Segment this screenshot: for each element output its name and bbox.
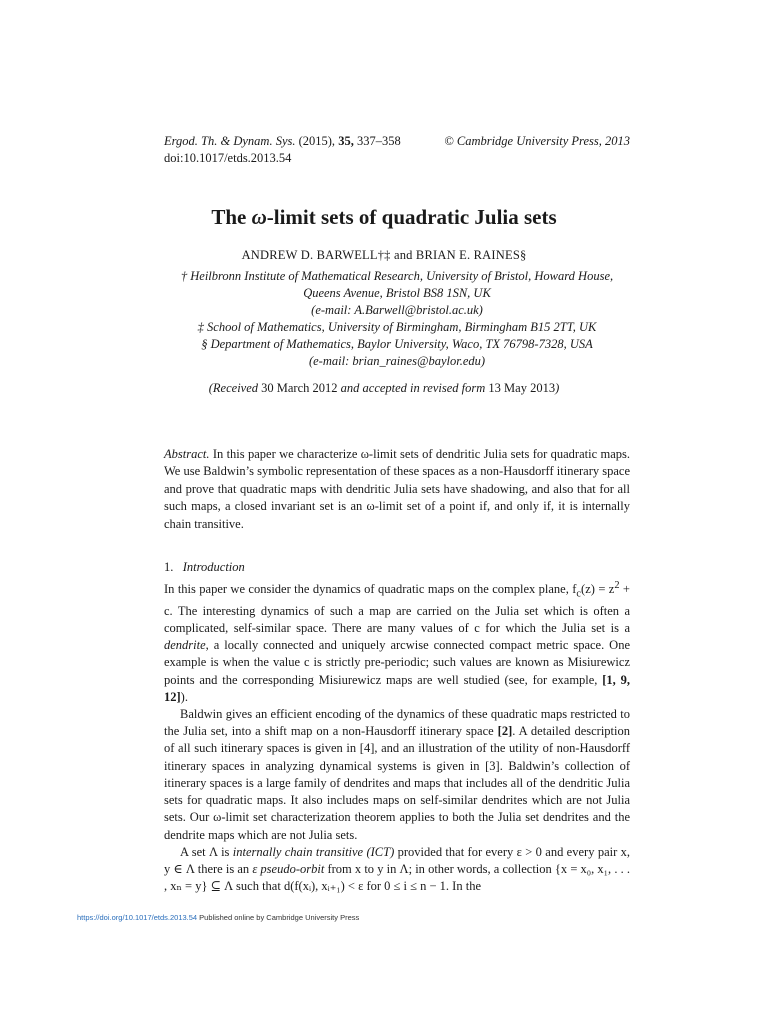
affiliation-line: ‡ School of Mathematics, University of Birmingham, Birmingham B15 2TT, UK [197,320,597,334]
abstract-label: Abstract. [164,447,210,461]
paragraph: A set Λ is internally chain transitive (ICT) provided that for every ε > 0 and every pair x, y ∈ Λ there is an ε pseudo-orbit from x to y in Λ; in other words, a collection {x = x₀, x₁, . . . , xₙ = y} ⊆ Λ such that d(f(xᵢ), xᵢ₊₁) < ε for 0 ≤ i ≤ n − 1. In the [164,844,631,894]
section-heading: 1. Introduction [164,560,245,574]
journal-header [164,133,630,167]
affiliation-line: † Heilbronn Institute of Mathematical Research, University of Bristol, Howard House, [180,269,614,283]
affiliation-line: Queens Avenue, Bristol BS8 1SN, UK [303,286,491,300]
paper-title: The ω-limit sets of quadratic Julia sets [211,205,557,229]
affiliation-email: (e-mail: A.Barwell@bristol.ac.uk) [311,303,483,317]
citation: Ergod. Th. & Dynam. Sys. (2015), 35, 337–358 [164,134,401,148]
body-text [164,577,630,895]
authors: ANDREW D. BARWELL†‡ and BRIAN E. RAINES§ [241,248,527,262]
doi: doi:10.1017/etds.2013.54 [164,151,292,165]
abstract [164,446,630,533]
affiliations [150,268,644,370]
affiliation-line: § Department of Mathematics, Baylor University, Waco, TX 76798-7328, USA [201,337,593,351]
copyright: © Cambridge University Press, 2013 [444,134,630,148]
received-dates: (Received 30 March 2012 and accepted in revised form 13 May 2013) [208,381,560,395]
citation-link[interactable]: [2] [497,724,513,739]
doi-link[interactable]: https://doi.org/10.1017/etds.2013.54 [77,913,198,922]
paragraph: In this paper we consider the dynamics of quadratic maps on the complex plane, $f_c(z) = z^2 + c$. The interesting dynamics of such a map are carried on the Julia set which is often a complicated, self-similar space. There are many values of c for which the Julia set is a dendrite, a locally connected and uniquely arcwise connected compact metric space. One example is when the value c is strictly pre-periodic; such values are known as Misiurewicz points and the corresponding Misiurewicz maps are well studied (see, for example, [1, 9, 12]). [164,580,630,704]
footer: https://doi.org/10.1017/etds.2013.54 Published online by Cambridge University Press [77,913,360,922]
affiliation-email: (e-mail: brian_raines@baylor.edu) [308,354,486,368]
citation-link[interactable]: [1, 9, 12] [164,672,630,704]
paragraph: Baldwin gives an efficient encoding of the dynamics of these quadratic maps restricted to the Julia set, into a shift map on a non-Hausdorff itinerary space [2]. A detailed description of all such itinerary spaces is given in [4], and an illustration of the utility of non-Hausdorff itinerary spaces in analyzing dynamical systems is given in [3]. Baldwin’s collection of itinerary spaces is a large family of dendrites and maps that includes all of the dendritic Julia sets for quadratic maps. It also includes maps on self-similar dendrites which are not Julia sets. Our ω-limit set characterization theorem applies to both the Julia set dendrites and the dendrite maps which are not Julia sets. [164,707,630,842]
abstract-text: In this paper we characterize ω-limit sets of dendritic Julia sets for quadratic maps. We use Baldwin’s symbolic representation of these spaces as a non-Hausdorff itinerary space and prove that quadratic maps with dendritic Julia sets have shadowing, and also that for all such maps, a closed invariant set is an ω-limit set of a point if, and only if, it is internally chain transitive. [164,447,630,531]
